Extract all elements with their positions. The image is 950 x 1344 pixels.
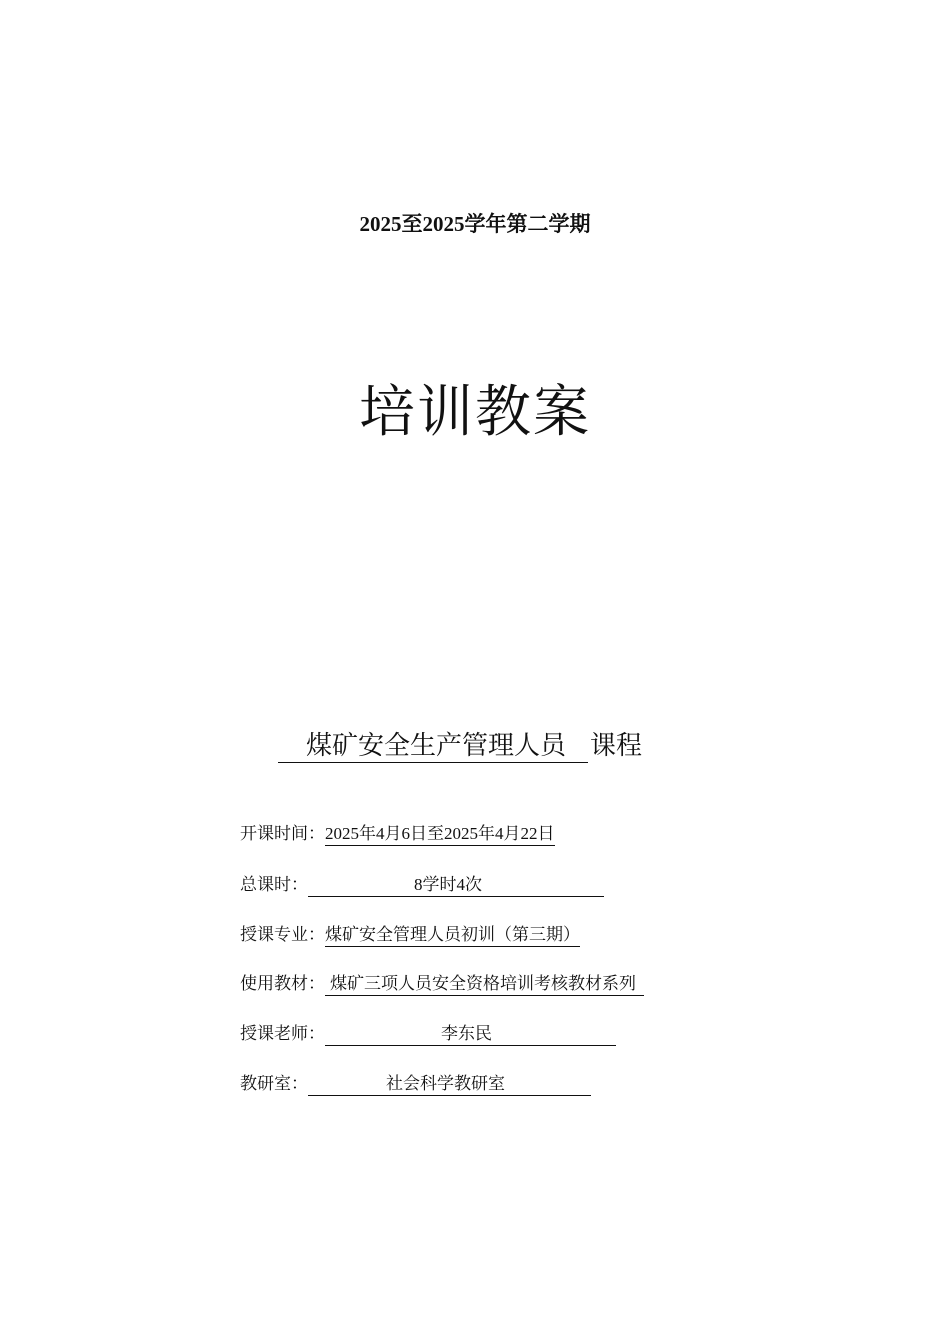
info-label-textbook: 使用教材：	[240, 974, 325, 993]
course-line	[278, 728, 642, 764]
info-row-major	[240, 922, 580, 948]
info-value-total-hours: 8学时4次	[308, 874, 604, 897]
info-row-total-hours	[240, 872, 604, 898]
academic-term: 2025至2025学年第二学期	[359, 212, 591, 236]
info-value-start-time: 2025年4月6日至2025年4月22日	[325, 823, 555, 846]
document-title: 培训教案	[359, 382, 591, 444]
info-value-teacher: 李东民	[325, 1023, 616, 1046]
info-label-office: 教研室：	[240, 1074, 308, 1093]
info-label-teacher: 授课老师：	[240, 1024, 325, 1043]
info-row-teacher	[240, 1021, 616, 1047]
info-row-textbook	[240, 971, 644, 997]
info-value-major: 煤矿安全管理人员初训（第三期）	[325, 924, 580, 947]
info-label-major: 授课专业：	[240, 925, 325, 944]
info-value-textbook: 煤矿三项人员安全资格培训考核教材系列	[325, 973, 644, 996]
info-value-office: 社会科学教研室	[308, 1073, 591, 1096]
course-suffix: 课程	[590, 731, 643, 760]
info-row-office	[240, 1071, 591, 1097]
info-label-total-hours: 总课时：	[240, 875, 308, 894]
info-row-start-time	[240, 821, 555, 847]
info-label-start-time: 开课时间：	[240, 824, 325, 843]
course-name: 煤矿安全生产管理人员	[278, 730, 588, 763]
